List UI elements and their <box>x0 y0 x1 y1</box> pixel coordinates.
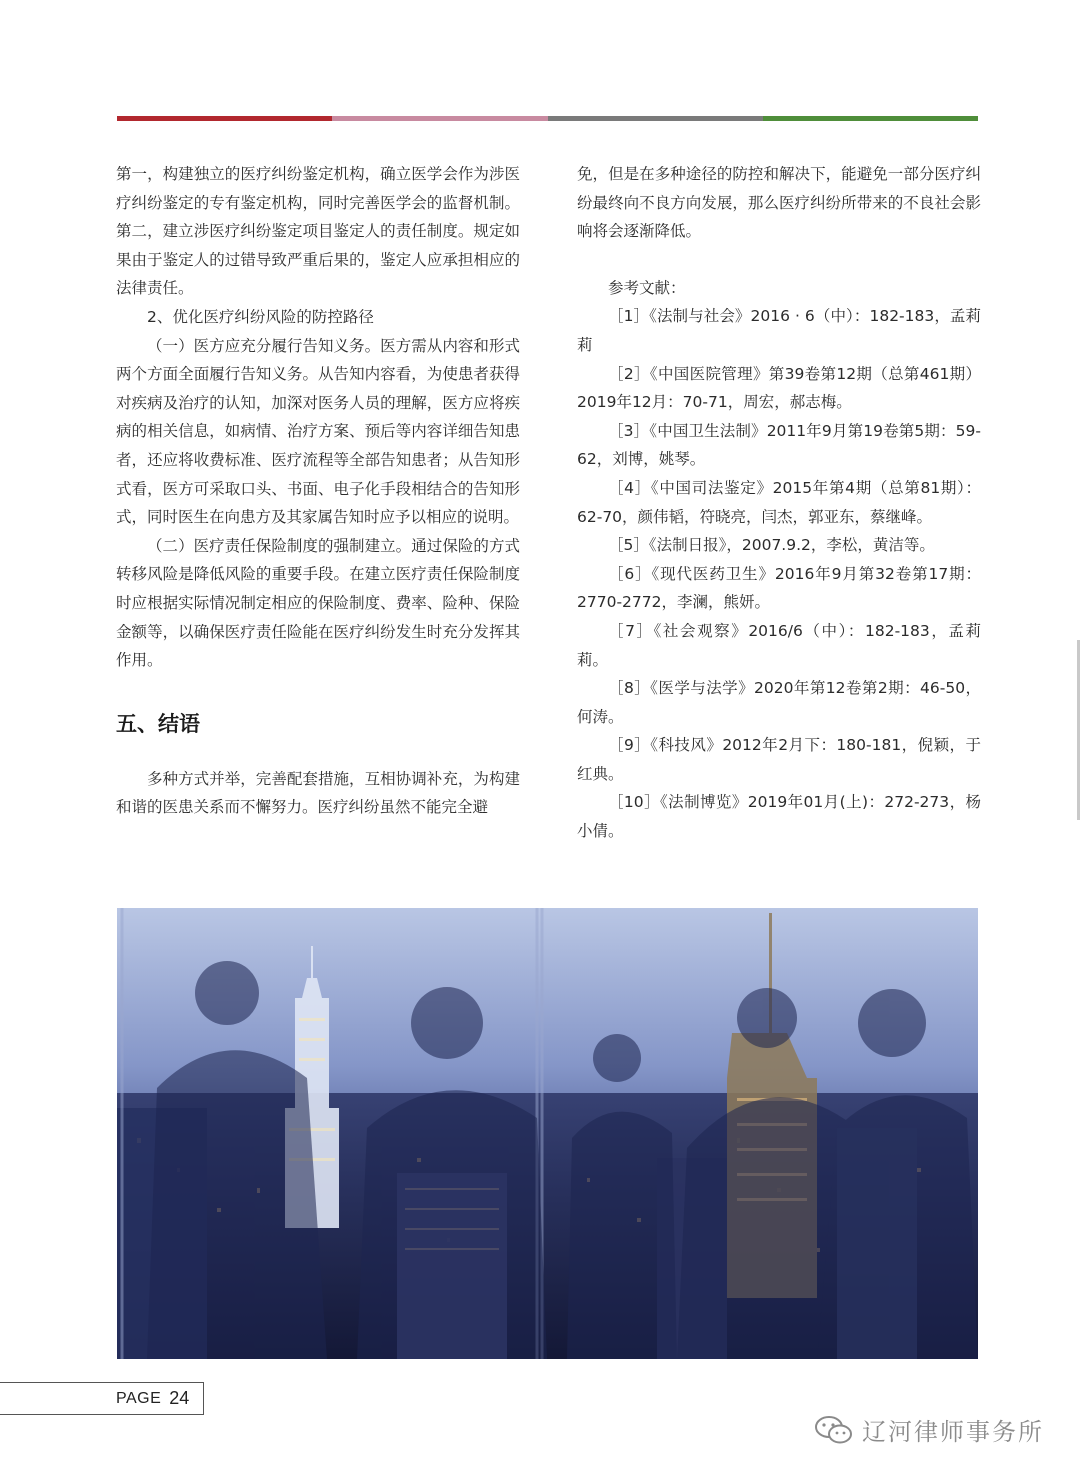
paragraph: 多种方式并举，完善配套措施，互相协调补充，为构建和谐的医患关系而不懈努力。医疗纠纷虽然不能完全避 <box>116 769 520 817</box>
paragraph: 第一，构建独立的医疗纠纷鉴定机构，确立医学会作为涉医疗纠纷鉴定的专有鉴定机构，同时完善医学会的监督机制。第二，建立涉医疗纠纷鉴定项目鉴定人的责任制度。规定如果由于鉴定人的过错导致严重后果的，鉴定人应承担相应的法律责任。 <box>116 165 520 298</box>
wechat-icon <box>814 1414 854 1446</box>
left-column <box>116 160 520 822</box>
subheading: 2、优化医疗纠纷风险的防控路径 <box>147 307 374 326</box>
reference-item: ［3］《中国卫生法制》2011年9月第19卷第5期：59-62，刘博，姚琴。 <box>577 421 981 469</box>
reference-item: ［4］《中国司法鉴定》2015年第4期（总第81期）：62-70，颜伟韬，符晓亮，闫杰，郭亚东，蔡继峰。 <box>577 478 981 526</box>
reference-item: ［8］《医学与法学》2020年第12卷第2期：46-50，何涛。 <box>577 679 981 726</box>
reference-item: ［1］《法制与社会》2016 · 6（中）：182-183，孟莉莉 <box>577 307 981 354</box>
reference-item: ［5］《法制日报》，2007.9.2，李松，黄洁等。 <box>608 536 935 555</box>
top-color-bar <box>117 116 978 121</box>
watermark <box>814 1412 1044 1447</box>
section-title: 五、结语 <box>116 711 200 736</box>
watermark-text: 辽河律师事务所 <box>862 1418 1044 1446</box>
paragraph: （二）医疗责任保险制度的强制建立。通过保险的方式转移风险是降低风险的重要手段。在建立医疗责任保险制度时应根据实际情况制定相应的保险制度、费率、险种、保险金额等，以确保医疗责任险能在医疗纠纷发生时充分发挥其作用。 <box>116 536 520 670</box>
references-heading: 参考文献： <box>608 278 686 297</box>
city-business-photo <box>117 908 978 1359</box>
color-segment-pink <box>332 116 547 121</box>
reference-item: ［9］《科技风》2012年2月下：180-181，倪颖，于红典。 <box>577 736 981 783</box>
page-number: 24 <box>169 1388 190 1408</box>
color-segment-green <box>763 116 978 121</box>
color-segment-gray <box>548 116 763 121</box>
paragraph: （一）医方应充分履行告知义务。医方需从内容和形式两个方面全面履行告知义务。从告知内容看，为使患者获得对疾病及治疗的认知，加深对医务人员的理解，医方应将疾病的相关信息，如病情、治疗方案、预后等内容详细告知患者，还应将收费标准、医疗流程等全部告知患者；从告知形式看，医方可采取口头、书面、电子化手段相结合的告知形式，同时医生在向患方及其家属告知时应予以相应的说明。 <box>116 336 520 527</box>
reference-item: ［6］《现代医药卫生》2016年9月第32卷第17期：2770-2772，李澜，熊妍。 <box>577 564 981 612</box>
page-number-box <box>0 1382 204 1415</box>
page-label: PAGE <box>116 1389 162 1407</box>
reference-item: ［2］《中国医院管理》第39卷第12期（总第461期）2019年12月：70-71，周宏，郝志梅。 <box>577 364 981 412</box>
paragraph: 免，但是在多种途径的防控和解决下，能避免一部分医疗纠纷最终向不良方向发展，那么医疗纠纷所带来的不良社会影响将会逐渐降低。 <box>577 165 981 241</box>
color-segment-red <box>117 116 332 121</box>
reference-item: ［10］《法制博览》2019年01月(上)：272-273，杨小倩。 <box>577 793 981 841</box>
right-column <box>577 160 981 846</box>
reference-item: ［7］《社会观察》2016/6（中）：182-183，孟莉莉。 <box>577 621 981 669</box>
